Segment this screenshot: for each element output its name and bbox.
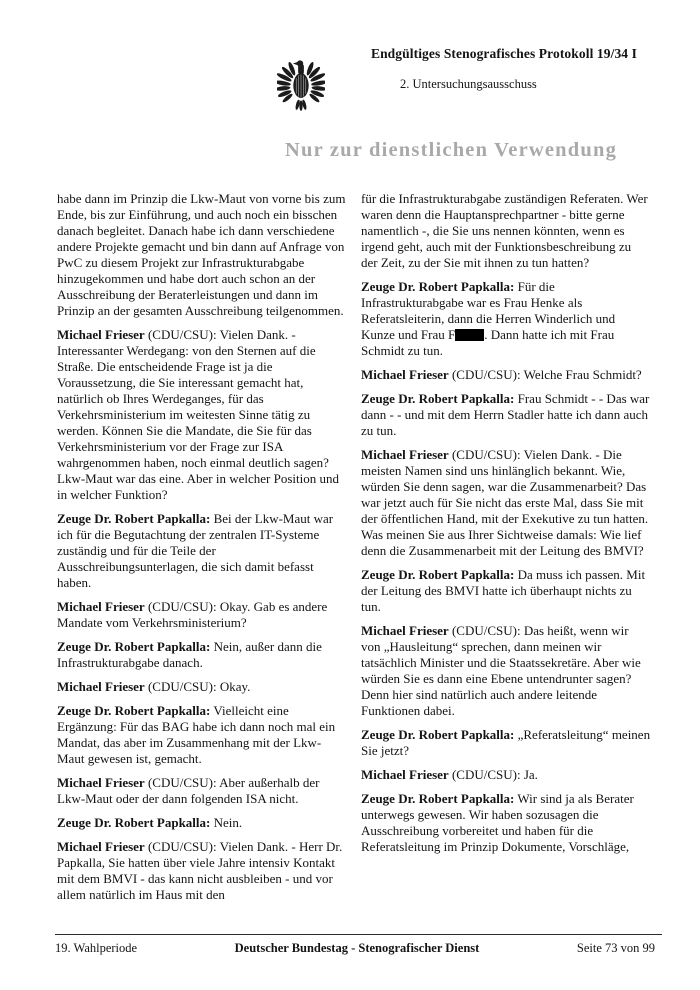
speaker-name: Zeuge Dr. Robert Papkalla: [361, 567, 515, 582]
speaker-name: Zeuge Dr. Robert Papkalla: [57, 639, 211, 654]
speaker-name: Michael Frieser [361, 767, 449, 782]
speaker-name: Michael Frieser [57, 679, 145, 694]
transcript-body [57, 191, 651, 911]
footer-service-label: Deutscher Bundestag - Stenografischer Dienst [234, 941, 480, 955]
speaker-name: Zeuge Dr. Robert Papkalla: [361, 791, 515, 806]
speaker-name: Zeuge Dr. Robert Papkalla: [361, 391, 515, 406]
watermark-text: Nur zur dienstlichen Verwendung [285, 139, 618, 161]
speaker-name: Zeuge Dr. Robert Papkalla: [57, 511, 211, 526]
speaker-name: Michael Frieser [57, 839, 145, 854]
dialogue-paragraph: Zeuge Dr. Robert Papkalla: Nein. [57, 815, 243, 830]
speaker-name: Zeuge Dr. Robert Papkalla: [361, 279, 515, 294]
speaker-name: Michael Frieser [361, 447, 449, 462]
page-footer [55, 941, 655, 956]
dialogue-paragraph: Michael Frieser (CDU/CSU): Okay. Gab es andere Mandate vom Verkehrsministerium? [57, 599, 328, 630]
speaker-name: Michael Frieser [361, 367, 449, 382]
dialogue-paragraph: Zeuge Dr. Robert Papkalla: Da muss ich passen. Mit der Leitung des BMVI hatte ich überhaupt nichts zu tun. [361, 567, 646, 614]
dialogue-paragraph: Zeuge Dr. Robert Papkalla: Für die Infrastrukturabgabe war es Frau Henke als Referatsleiterin, dann die Herren Winderlich und Kunze und Frau F . Dann hatte ich mit Frau Schmidt zu tun. [361, 279, 616, 358]
dialogue-paragraph: Zeuge Dr. Robert Papkalla: Frau Schmidt - - Das war dann - - und mit dem Herrn Stadler hatte ich dann auch zu tun. [361, 391, 650, 438]
redaction-box [455, 329, 484, 341]
dialogue-paragraph: Zeuge Dr. Robert Papkalla: Bei der Lkw-Maut war ich für die Begutachtung der zentralen IT-Systeme zuständig und für die Teile der Ausschreibungsunterlagen, die sich damit befasst haben. [57, 511, 334, 590]
dialogue-paragraph: Michael Frieser (CDU/CSU): Ja. [361, 767, 538, 782]
dialogue-paragraph: Michael Frieser (CDU/CSU): Das heißt, wenn wir von „Hausleitung“ sprechen, dann meinen wir tatsächlich Minister und die Staatssekretäre. Aber wie würden Sie es dann eine Ebene untendrunter sagen? Denn hier sind natürlich auch andere leitende Funktionen dabei. [361, 623, 641, 718]
speaker-name: Michael Frieser [57, 775, 145, 790]
dialogue-paragraph: Zeuge Dr. Robert Papkalla: Vielleicht eine Ergänzung: Für das BAG habe ich dann noch mal ein Mandat, das aber im Zusammenhang mit der Lkw-Maut gewesen ist, gemacht. [57, 703, 336, 766]
speaker-name: Michael Frieser [361, 623, 449, 638]
speaker-name: Zeuge Dr. Robert Papkalla: [57, 703, 211, 718]
dialogue-paragraph: habe dann im Prinzip die Lkw-Maut von vorne bis zum Ende, bis zur Einführung, und auch noch ein bisschen danach begleitet. Danach habe ich dann verschiedene andere Projekte gemacht und bin dann auf Anfrage von PwC zu diesem Projekt zur Infrastrukturabgabe hinzugekommen und habe dort auch schon an der Ausschreibung der Beraterleistungen und dann im Prinzip an der gesamten Ausschreibung teilgenommen. [57, 191, 346, 318]
left-column [57, 191, 347, 911]
dialogue-paragraph: für die Infrastrukturabgabe zuständigen Referaten. Wer waren denn die Hauptansprechpartner - bitte gerne namentlich -, die Sie uns nennen könnten, wenn es irgend geht, auch mit der Funktionsbeschreibung zu der Zeit, zu der Sie mit ihnen zu tun hatten? [361, 191, 648, 270]
speaker-name: Michael Frieser [57, 599, 145, 614]
dialogue-paragraph: Michael Frieser (CDU/CSU): Okay. [57, 679, 251, 694]
right-column [361, 191, 651, 911]
dialogue-paragraph: Zeuge Dr. Robert Papkalla: Wir sind ja als Berater unterwegs gewesen. Wir haben sozusagen die Ausschreibung vorbereitet und haben für die Referatsleitung im Prinzip Dokumente, Vorschläge, [361, 791, 634, 854]
footer-page-number: Seite 73 von 99 [576, 941, 655, 955]
dialogue-paragraph: Michael Frieser (CDU/CSU): Vielen Dank. - Herr Dr. Papkalla, Sie hatten über viele Jahre intensiv Kontakt mit dem BMVI - das kann nicht ausbleiben - und vor allem natürlich im Haus mit den [57, 839, 343, 902]
committee-label: 2. Untersuchungsausschuss [400, 77, 537, 91]
dialogue-paragraph: Michael Frieser (CDU/CSU): Aber außerhalb der Lkw-Maut oder der dann folgenden ISA nicht. [57, 775, 320, 806]
dialogue-paragraph: Zeuge Dr. Robert Papkalla: „Referatsleitung“ meinen Sie jetzt? [361, 727, 651, 758]
protocol-title: Endgültiges Stenografisches Protokoll 19/34 I [370, 46, 637, 61]
dialogue-paragraph: Zeuge Dr. Robert Papkalla: Nein, außer dann die Infrastrukturabgabe danach. [57, 639, 322, 670]
dialogue-paragraph: Michael Frieser (CDU/CSU): Welche Frau Schmidt? [361, 367, 642, 382]
dialogue-paragraph: Michael Frieser (CDU/CSU): Vielen Dank. - Die meisten Namen sind uns hinlänglich bekannt. Wie, würden Sie denn sagen, war die Zusammenarbeit? Das war jetzt auch für Sie nicht das erste Mal, dass Sie mit der öffentlichen Hand, mit der Exekutive zu tun hatten. Was meinen Sie aus Ihrer Sichtweise damals: Wie lief denn die Zusammenarbeit mit der Leitung des BMVI? [361, 447, 649, 558]
speaker-name: Michael Frieser [57, 327, 145, 342]
speaker-name: Zeuge Dr. Robert Papkalla: [57, 815, 211, 830]
bundestag-eagle-icon [277, 59, 325, 113]
footer-rule [55, 934, 662, 935]
footer-term-label: 19. Wahlperiode [55, 941, 138, 955]
speaker-name: Zeuge Dr. Robert Papkalla: [361, 727, 515, 742]
dialogue-paragraph: Michael Frieser (CDU/CSU): Vielen Dank. - Interessanter Werdegang: von den Sternen auf die Straße. Die entscheidende Frage ist ja die Voraussetzung, die Sie interessant gemacht hat, natürlich ob Ihres Werdeganges, für das Verkehrsministerium im weitesten Sinne tätig zu werden. Können Sie die Mandate, die Sie für das Verkehrsministerium vor der Frage zur ISA wahrgenommen haben, noch einmal deutlich sagen? Lkw-Maut war das eine. Aber in welcher Position und in welcher Funktion? [57, 327, 339, 502]
